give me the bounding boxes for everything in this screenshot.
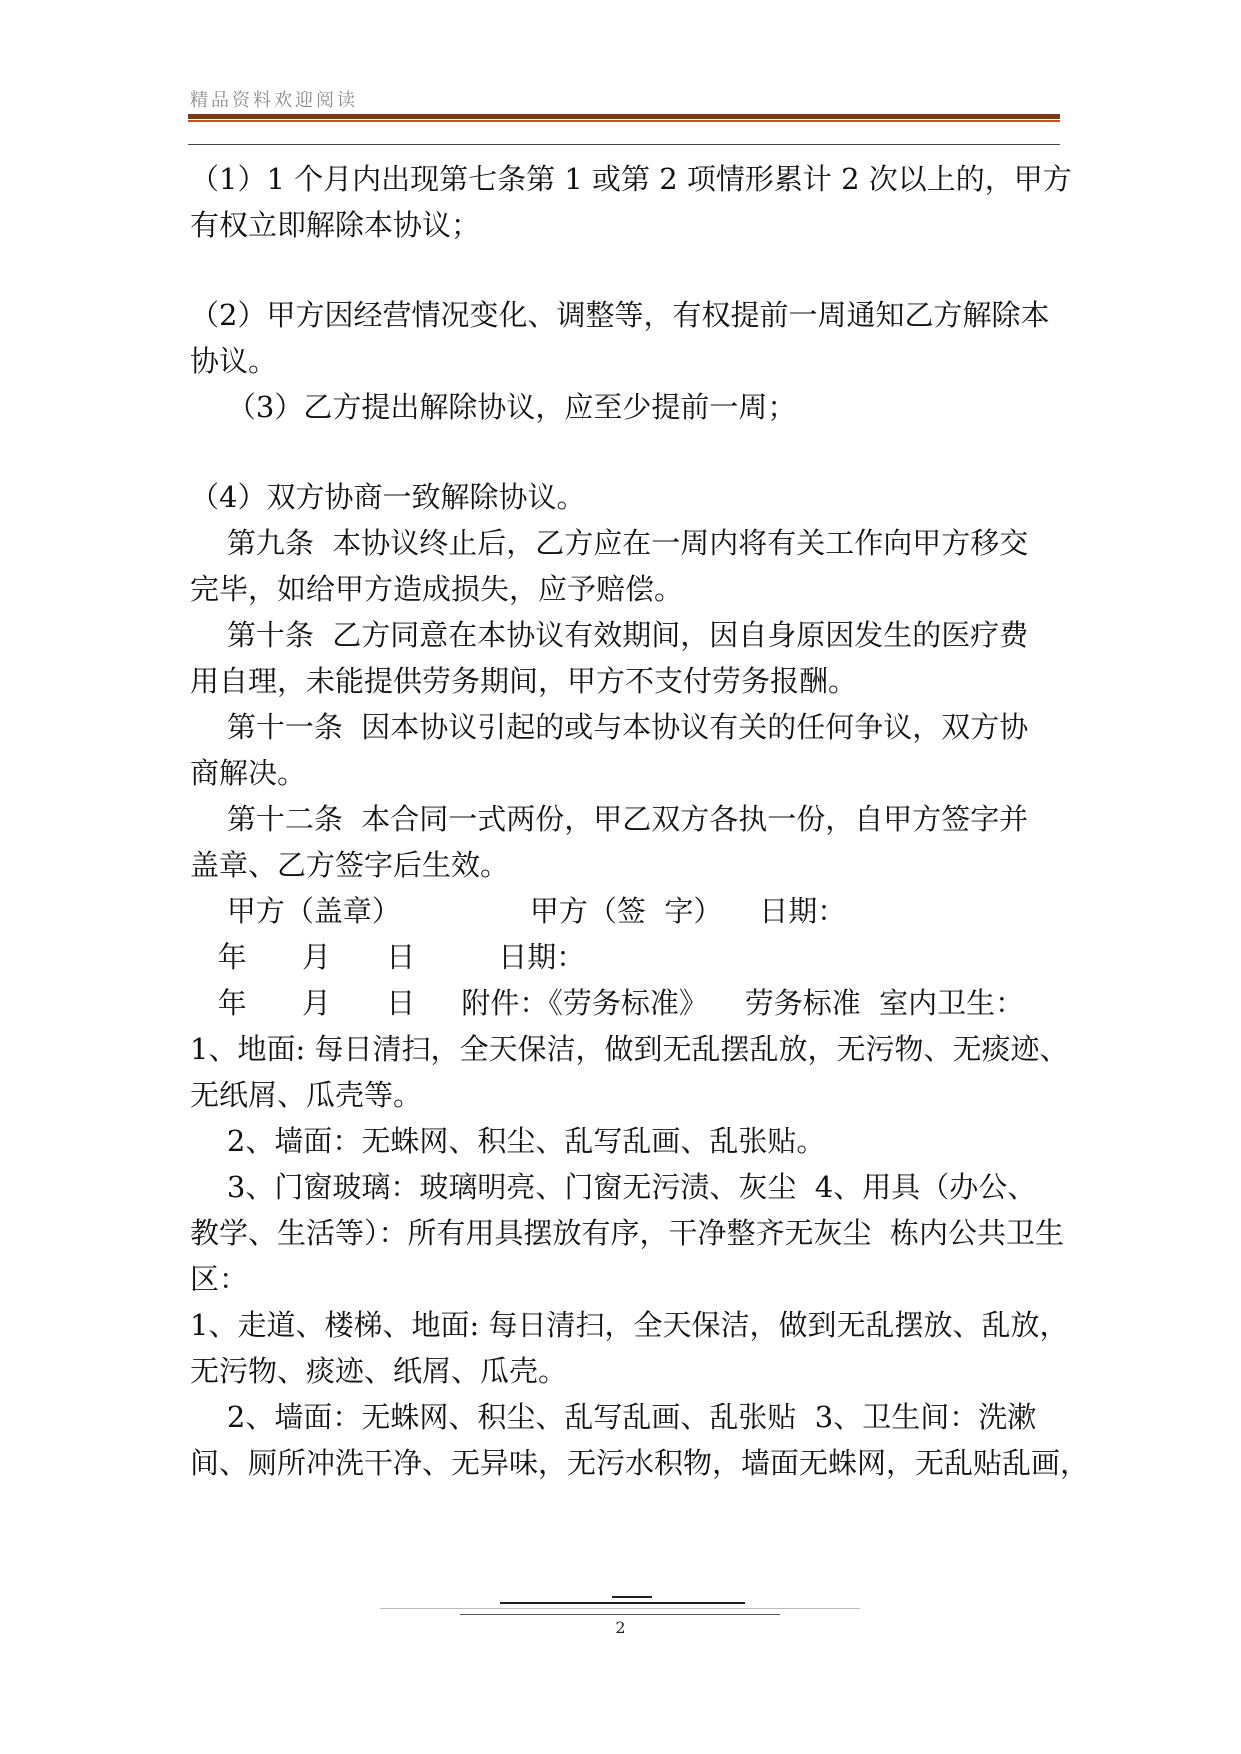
text-line: 2、墙面：无蛛网、积尘、乱写乱画、乱张贴。	[190, 1124, 826, 1158]
footer-rule	[380, 1608, 860, 1609]
text-line: 完毕，如给甲方造成损失，应予赔偿。	[190, 572, 684, 606]
text-line: 3、门窗玻璃：玻璃明亮、门窗无污渍、灰尘 4、用具（办公、	[190, 1170, 1037, 1204]
header-rule-thick	[188, 114, 1060, 119]
text-line: 第十二条 本合同一式两份，甲乙双方各执一份，自甲方签字并	[190, 802, 1029, 836]
text-line: 间、厕所冲洗干净、无异味，无污水积物，墙面无蛛网，无乱贴乱画，	[190, 1446, 1090, 1480]
paragraph	[190, 888, 1069, 1118]
footer-rule	[460, 1614, 780, 1615]
header-rule-accent	[188, 120, 1060, 122]
paragraph	[190, 156, 1072, 248]
text-line: 2、墙面：无蛛网、积尘、乱写乱画、乱张贴 3、卫生间：洗漱	[190, 1400, 1037, 1434]
text-line: 教学、生活等）：所有用具摆放有序，干净整齐无灰尘 栋内公共卫生	[190, 1216, 1064, 1250]
page-header-title: 精品资料欢迎阅读	[190, 90, 358, 111]
text-line: 商解决。	[190, 756, 307, 790]
paragraph	[190, 796, 1060, 888]
text-line: 1、地面: 每日清扫，全天保洁，做到无乱摆乱放，无污物、无痰迹、	[190, 1032, 1069, 1066]
text-line: 第九条 本协议终止后，乙方应在一周内将有关工作向甲方移交	[190, 526, 1029, 560]
paragraph	[190, 520, 1060, 612]
text-line: （1）1 个月内出现第七条第 1 或第 2 项情形累计 2 次以上的，甲方	[190, 162, 1072, 196]
text-line: 第十条 乙方同意在本协议有效期间，因自身原因发生的医疗费	[190, 618, 1029, 652]
text-line: 盖章、乙方签字后生效。	[190, 848, 510, 882]
text-line: 有权立即解除本协议；	[190, 208, 481, 242]
paragraph	[190, 474, 1060, 520]
text-line: 用自理，未能提供劳务期间，甲方不支付劳务报酬。	[190, 664, 858, 698]
paragraph	[190, 704, 1060, 796]
text-line: 区：	[190, 1262, 249, 1296]
paragraph	[190, 612, 1060, 704]
text-line: （2）甲方因经营情况变化、调整等，有权提前一周通知乙方解除本	[190, 298, 1050, 332]
text-line: 协议。	[190, 344, 278, 378]
date-line: 年 月 日 日期：	[190, 940, 586, 974]
footer-rule	[612, 1596, 652, 1598]
paragraph	[190, 384, 1060, 430]
text-line: 1、走道、楼梯、地面: 每日清扫，全天保洁，做到无乱摆放、乱放，	[190, 1308, 1069, 1342]
text-line: 无纸屑、瓜壳等。	[190, 1078, 423, 1112]
text-line: 第十一条 因本协议引起的或与本协议有关的任何争议，双方协	[190, 710, 1029, 744]
page-number: 2	[615, 1618, 626, 1637]
paragraph	[190, 292, 1060, 384]
header-rule-thin	[188, 144, 1060, 145]
text-line: （4）双方协商一致解除协议。	[190, 480, 586, 514]
paragraph	[190, 1394, 1090, 1486]
signature-line: 甲方（盖章） 甲方（签 字） 日期：	[190, 894, 847, 928]
text-line: （3）乙方提出解除协议，应至少提前一周；	[190, 390, 797, 424]
paragraph	[190, 1118, 1060, 1164]
footer-rule	[500, 1602, 745, 1604]
text-line: 无污物、痰迹、纸屑、瓜壳。	[190, 1354, 568, 1388]
paragraph	[190, 1164, 1069, 1394]
date-line: 年 月 日 附件：《劳务标准》 劳务标准 室内卫生：	[190, 986, 1025, 1020]
document-body	[190, 156, 1090, 1486]
